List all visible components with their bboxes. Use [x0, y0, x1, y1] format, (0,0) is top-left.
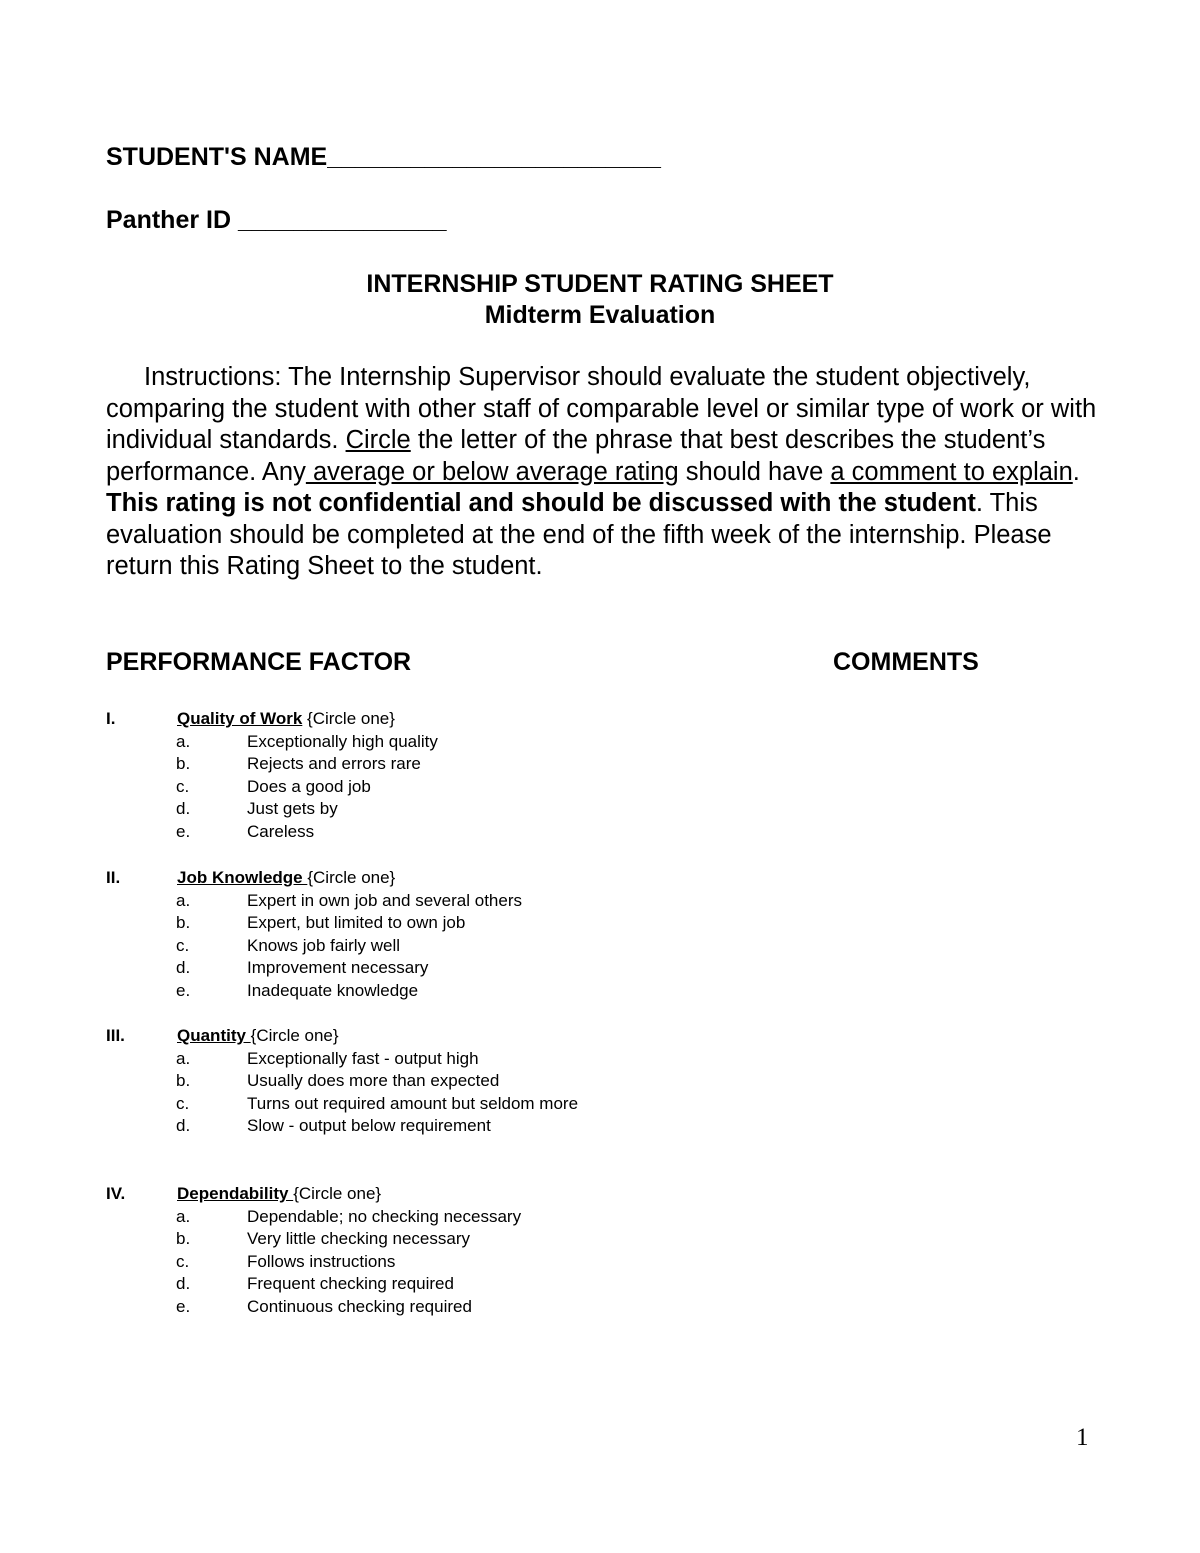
option-text: Expert, but limited to own job [247, 913, 466, 933]
section-number: IV. [106, 1184, 126, 1203]
option-letter[interactable]: a. [176, 731, 191, 751]
option-letter[interactable]: e. [176, 821, 191, 841]
instructions-text-1: Instructions: The Internship Supervisor should evaluate the student objectively, comparing the student with other staff of comparable level or similar type of work or with individual standards. [106, 363, 1097, 454]
instructions-comment: a comment to explain [830, 457, 1073, 486]
option-text: Dependable; no checking necessary [247, 1206, 522, 1226]
section-title: Dependability [177, 1184, 294, 1203]
panther-id-label: Panther ID [106, 206, 232, 234]
section-number: III. [106, 1026, 125, 1045]
page-subtitle: Midterm Evaluation [484, 301, 716, 329]
option-text: Exceptionally fast - output high [247, 1048, 479, 1068]
option-letter[interactable]: a. [176, 890, 191, 910]
option-letter[interactable]: b. [176, 1071, 191, 1091]
option-text: Improvement necessary [247, 958, 429, 978]
option-text: Continuous checking required [247, 1296, 472, 1316]
student-name-label: STUDENT'S NAME [106, 143, 328, 171]
circle-one-note: {Circle one} [302, 709, 395, 728]
panther-id-blank[interactable]: _______________ [237, 206, 447, 234]
instructions-text-5: . This evaluation should be completed at the end of the fifth week of the internship. Please return this Rating Sheet to the student. [106, 489, 1052, 580]
option-letter[interactable]: b. [176, 754, 191, 774]
instructions-text-3: should have [678, 457, 831, 486]
column-performance-factor: PERFORMANCE FACTOR [106, 648, 412, 676]
option-letter[interactable]: d. [176, 958, 191, 978]
option-letter[interactable]: e. [176, 980, 191, 1000]
circle-one-note: {Circle one} [250, 1026, 339, 1045]
option-text: Frequent checking required [247, 1274, 454, 1294]
section-label [177, 1183, 381, 1206]
option-text: Inadequate knowledge [247, 980, 419, 1000]
instructions-text-4: . [1072, 457, 1080, 486]
option-text: Follows instructions [247, 1251, 396, 1271]
option-text: Just gets by [247, 799, 338, 819]
student-name-line [106, 143, 661, 172]
page-title: INTERNSHIP STUDENT RATING SHEET [366, 270, 834, 298]
option-text: Turns out required amount but seldom more [247, 1093, 579, 1113]
option-letter[interactable]: d. [176, 1274, 191, 1294]
section-title: Quantity [177, 1026, 251, 1045]
section-label [177, 1025, 339, 1048]
option-letter[interactable]: a. [176, 1048, 191, 1068]
option-letter[interactable]: c. [176, 935, 190, 955]
option-letter[interactable]: d. [176, 799, 191, 819]
circle-one-note: {Circle one} [293, 1184, 382, 1203]
option-letter[interactable]: c. [176, 1093, 190, 1113]
column-comments: COMMENTS [833, 648, 979, 676]
circle-one-note: {Circle one} [307, 868, 396, 887]
option-text: Very little checking necessary [247, 1229, 470, 1249]
section-number: II. [106, 868, 121, 887]
option-letter[interactable]: c. [176, 776, 190, 796]
option-text: Rejects and errors rare [247, 754, 421, 774]
section-title: Job Knowledge [177, 868, 308, 887]
option-text: Slow - output below requirement [247, 1116, 491, 1136]
instructions [106, 362, 1106, 583]
section-number: I. [106, 709, 116, 728]
page-number: 1 [1076, 1424, 1089, 1451]
instructions-circle: Circle [345, 426, 411, 454]
student-name-blank[interactable]: ________________________ [327, 143, 661, 171]
option-letter[interactable]: a. [176, 1206, 191, 1226]
option-text: Usually does more than expected [247, 1071, 500, 1091]
instructions-average-rating: average or below average rating [305, 457, 679, 486]
section-label [177, 708, 395, 731]
option-text: Knows job fairly well [247, 935, 401, 955]
option-text: Expert in own job and several others [247, 890, 522, 910]
section-title: Quality of Work [177, 709, 303, 728]
option-text: Does a good job [247, 776, 371, 796]
instructions-text-2: the letter of the phrase that best describes the student’s performance. Any [106, 426, 1046, 486]
option-letter[interactable]: d. [176, 1116, 191, 1136]
option-letter[interactable]: b. [176, 913, 191, 933]
option-letter[interactable]: e. [176, 1296, 191, 1316]
panther-id-line [106, 206, 447, 235]
instructions-bold: This rating is not confidential and should be discussed with the student [106, 489, 976, 517]
option-text: Exceptionally high quality [247, 731, 438, 751]
section-label [177, 867, 395, 890]
option-letter[interactable]: b. [176, 1229, 191, 1249]
option-text: Careless [247, 821, 315, 841]
option-letter[interactable]: c. [176, 1251, 190, 1271]
